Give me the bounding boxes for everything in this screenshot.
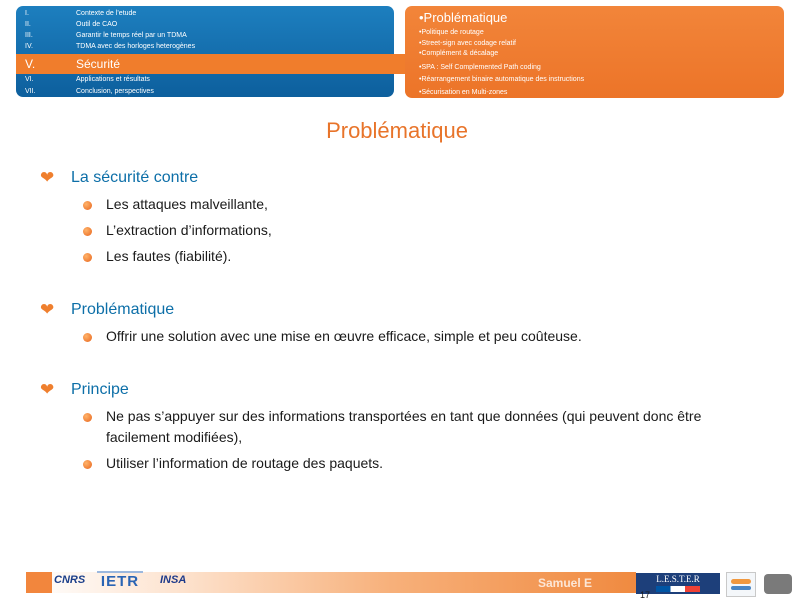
- list-item-text: Les fautes (fiabilité).: [106, 248, 232, 264]
- lester-logo-text: L.E.S.T.E.R: [656, 574, 700, 584]
- subtopic-item[interactable]: •SPA : Self Complemented Path coding: [419, 64, 541, 71]
- orange-dot-icon: [83, 413, 92, 422]
- list-item: [40, 246, 760, 267]
- orange-dot-icon: [83, 460, 92, 469]
- outline-item-number: III.: [25, 32, 33, 39]
- outline-item-4[interactable]: [16, 41, 394, 52]
- outline-item-number: VI.: [25, 76, 34, 83]
- section-principle: [40, 380, 760, 479]
- section-heading: [40, 168, 760, 190]
- section-security: [40, 168, 760, 272]
- orange-dot-icon: [83, 227, 92, 236]
- list-item: [40, 406, 760, 448]
- outline-item-2[interactable]: [16, 19, 394, 30]
- footer-accent-square: [26, 572, 52, 593]
- outline-item-1[interactable]: [16, 8, 394, 19]
- orange-dot-icon: [83, 253, 92, 262]
- slide-nav-button[interactable]: [764, 574, 792, 594]
- heart-bullet-icon: ❤: [40, 380, 55, 399]
- section-label: La sécurité contre: [71, 169, 199, 186]
- cnrs-logo: CNRS: [54, 574, 86, 586]
- list-item-text: Offrir une solution avec une mise en œuvre efficace, simple et peu coûteuse.: [106, 328, 582, 344]
- list-item-text: L’extraction d’informations,: [106, 222, 272, 238]
- section-items: [40, 406, 760, 474]
- outline-item-label: Conclusion, perspectives: [76, 88, 154, 95]
- outline-item-label: Sécurité: [76, 57, 121, 71]
- outline-item-number: IV.: [25, 43, 33, 50]
- outline-item-label: Applications et résultats: [76, 76, 150, 83]
- section-items: [40, 194, 760, 267]
- list-item-text: Ne pas s’appuyer sur des informations transportées en tant que données (qui peuvent donc être facilement modifiées),: [106, 408, 702, 445]
- outline-item-number: V.: [25, 57, 36, 71]
- list-item-text: Les attaques malveillante,: [106, 196, 268, 212]
- section-heading: [40, 300, 760, 322]
- page-number: 17: [640, 590, 651, 600]
- footer-author: Samuel E: [538, 576, 593, 590]
- outline-item-6[interactable]: [16, 74, 394, 85]
- section-heading: [40, 380, 760, 402]
- slide-title: Problématique: [326, 118, 468, 143]
- subtopic-item[interactable]: •Réarrangement binaire automatique des instructions: [419, 76, 585, 83]
- outline-panel: [16, 6, 394, 97]
- heart-bullet-icon: ❤: [40, 300, 55, 319]
- flag-icon: [656, 586, 700, 592]
- subtopics-title[interactable]: •Problématique: [419, 10, 508, 25]
- outline-item-label: Outil de CAO: [76, 21, 118, 28]
- section-label: Problématique: [71, 301, 175, 318]
- outline-item-label: Garantir le temps réel par un TDMA: [76, 32, 187, 39]
- list-item: [40, 326, 760, 347]
- heart-bullet-icon: ❤: [40, 168, 55, 187]
- section-problem: [40, 300, 760, 352]
- outline-item-3[interactable]: [16, 30, 394, 41]
- ubs-logo: [726, 572, 756, 597]
- outline-item-5-active[interactable]: [16, 54, 394, 74]
- outline-item-number: VII.: [25, 88, 36, 95]
- wave-icon: [731, 586, 751, 590]
- outline-item-label: Contexte de l’etude: [76, 10, 137, 17]
- outline-item-label: TDMA avec des horloges heterogènes: [76, 43, 196, 50]
- list-item-text: Utiliser l’information de routage des paquets.: [106, 455, 384, 471]
- outline-item-number: II.: [25, 21, 31, 28]
- orange-dot-icon: [83, 333, 92, 342]
- subtopic-item[interactable]: •Street-sign avec codage relatif: [419, 40, 517, 47]
- subtopic-item[interactable]: •Complément & décalage: [419, 50, 499, 57]
- list-item: [40, 194, 760, 215]
- outline-item-7[interactable]: [16, 86, 394, 97]
- wave-icon: [731, 579, 751, 584]
- section-label: Principe: [71, 381, 129, 398]
- subtopics-panel: [405, 6, 784, 98]
- ietr-logo: IETR: [97, 571, 143, 593]
- outline-item-number: I.: [25, 10, 29, 17]
- subtopic-item[interactable]: •Sécurisation en Multi-zones: [419, 89, 508, 96]
- orange-dot-icon: [83, 201, 92, 210]
- section-items: [40, 326, 760, 347]
- subtopic-item[interactable]: •Politique de routage: [419, 29, 484, 36]
- list-item: [40, 220, 760, 241]
- list-item: [40, 453, 760, 474]
- insa-logo: INSA: [160, 574, 187, 586]
